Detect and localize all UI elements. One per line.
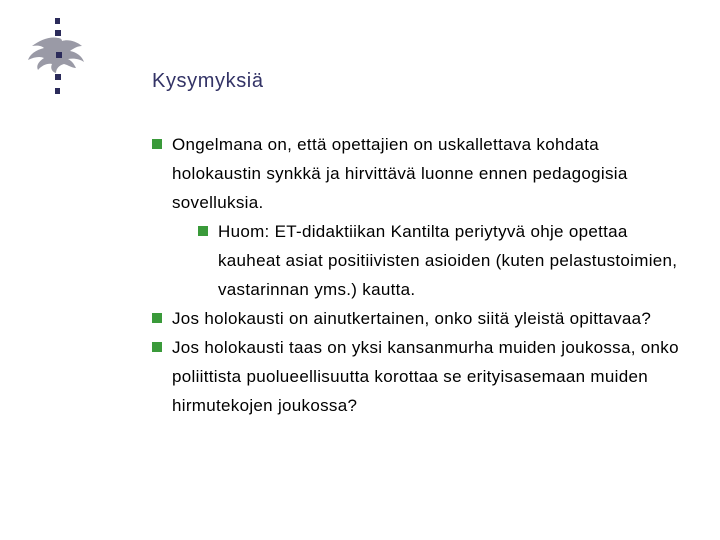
square-bullet-icon: [198, 226, 208, 236]
bullet-item: [152, 304, 692, 333]
bullet-text: Jos holokausti taas on yksi kansanmurha muiden joukossa, onko poliittista puolueellisuutta korottaa se erityisasemaan muiden hirmutekojen joukossa?: [172, 338, 679, 415]
bullet-item: [152, 130, 692, 217]
bullet-text: Ongelmana on, että opettajien on uskallettava kohdata holokaustin synkkä ja hirvittävä luonne ennen pedagogisia sovelluksia.: [172, 135, 628, 212]
slide-title: Kysymyksiä: [152, 70, 264, 92]
bullet-text: Jos holokausti on ainutkertainen, onko siitä yleistä opittavaa?: [172, 309, 652, 328]
square-bullet-icon: [152, 313, 162, 323]
square-bullet-icon: [152, 139, 162, 149]
bullet-item: [152, 333, 692, 420]
sub-bullet-item: [198, 217, 692, 304]
square-bullet-icon: [152, 342, 162, 352]
bullet-list: [152, 130, 692, 420]
bullet-text: Huom: ET-didaktiikan Kantilta periytyvä ohje opettaa kauheat asiat positiivisten asioiden (kuten pelastustoimien, vastarinnan yms.) kautta.: [218, 222, 678, 299]
university-flame-logo-icon: [22, 18, 90, 98]
